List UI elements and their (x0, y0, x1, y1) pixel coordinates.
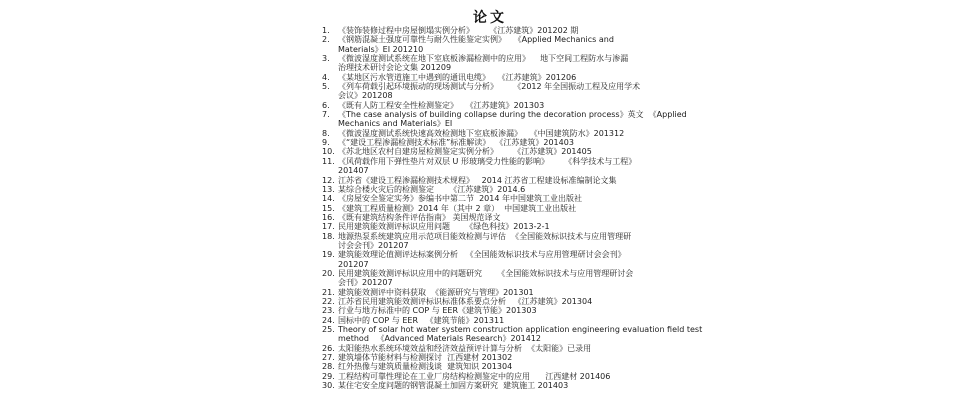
item-text-line: 201407 (338, 166, 369, 176)
item-number: 18. (322, 231, 335, 241)
item-text-line: 《房屋安全鉴定实务》参编书中第二节 2014 年中国建筑工业出版社 (338, 194, 582, 204)
item-text (338, 147, 768, 156)
list-item (322, 176, 768, 185)
item-text (338, 269, 768, 288)
list-item (322, 204, 768, 213)
item-number: 30. (322, 381, 335, 391)
list-item (322, 232, 768, 251)
item-number: 10. (322, 147, 335, 157)
list-item (322, 194, 768, 203)
item-text-line: 《风荷载作用下弹性垫片对双层 U 形玻璃受力性能的影响》 《科学技术与工程》 (338, 156, 637, 166)
item-text (338, 222, 768, 231)
list-item (322, 297, 768, 306)
item-text-line: 会议》201208 (338, 91, 393, 101)
item-number: 8. (322, 128, 330, 138)
item-text (338, 372, 768, 381)
item-text (338, 353, 768, 362)
item-text-line: 建筑墙体节能材料与检测探讨 江西建材 201302 (338, 353, 513, 363)
item-number: 5. (322, 82, 330, 92)
item-text-line: 《既有人防工程安全性检测鉴定》 《江苏建筑》201303 (338, 100, 545, 110)
item-number: 9. (322, 138, 330, 148)
item-text (338, 35, 768, 54)
item-number: 29. (322, 371, 335, 381)
item-text (338, 157, 768, 176)
item-text (338, 110, 768, 129)
list-item (322, 288, 768, 297)
item-text (338, 213, 768, 222)
list-item (322, 306, 768, 315)
item-text-line: Materials》EI 201210 (338, 44, 424, 54)
item-text-line: 《建筑工程质量检测》2014 年（其中 2 章） 中国建筑工业出版社 (338, 203, 577, 213)
item-number: 15. (322, 203, 335, 213)
item-number: 3. (322, 54, 330, 64)
item-text (338, 288, 768, 297)
item-text-line: 江苏省《建设工程渗漏检测技术规程》 2014 江苏省工程建设标准编制论文集 (338, 175, 617, 185)
item-text-line: 会刊》201207 (338, 278, 393, 288)
item-number: 19. (322, 250, 335, 260)
item-text-line: 红外热像与建筑质量检测浅谈 建筑知识 201304 (338, 362, 513, 372)
item-text-line: 国标中的 COP 与 EER 《建筑节能》201311 (338, 315, 505, 325)
item-text-line: 民用建筑能效测评标识应用中的问题研究 《全国能效标识技术与应用管理研讨会 (338, 268, 634, 278)
list-item (322, 344, 768, 353)
item-text (338, 82, 768, 101)
list-item (322, 54, 768, 73)
item-text-line: 201207 (338, 259, 369, 269)
item-number: 16. (322, 212, 335, 222)
item-text (338, 232, 768, 251)
list-item (322, 185, 768, 194)
item-text (338, 26, 768, 35)
item-number: 4. (322, 72, 330, 82)
item-text-line: 行业与地方标准中的 COP 与 EER《建筑节能》201303 (338, 306, 537, 316)
publication-list (322, 26, 768, 390)
list-item (322, 381, 768, 390)
item-number: 26. (322, 343, 335, 353)
item-text (338, 381, 768, 390)
page-title: 论文 (473, 10, 507, 26)
item-text-line: 《苏北地区农村自建房屋检测鉴定实例分析》 《江苏建筑》201405 (338, 147, 592, 157)
item-text-line: 《既有建筑结构条件评估指南》 美国规范译文 (338, 212, 501, 222)
item-text-line: 《The case analysis of building collapse during the decoration process》英文 《Applied (338, 110, 687, 120)
list-item (322, 213, 768, 222)
item-number: 6. (322, 100, 330, 110)
item-text (338, 325, 768, 344)
list-item (322, 110, 768, 129)
list-item (322, 73, 768, 82)
item-text-line: 《微波湿度测试系统快速高效检测地下室底板渗漏》 《中国建筑防水》201312 (338, 128, 625, 138)
item-text-line: 某综合楼火灾后的检测鉴定 《江苏建筑》2014.6 (338, 184, 526, 194)
item-number: 11. (322, 156, 335, 166)
list-item (322, 129, 768, 138)
item-number: 25. (322, 325, 335, 334)
list-item (322, 147, 768, 156)
item-text-line: 《装饰装修过程中房屋倒塌实例分析》 《江苏建筑》201202 期 (338, 26, 579, 35)
item-text (338, 306, 768, 315)
item-text-line: 治理技术研讨会论文集 201209 (338, 63, 452, 73)
item-number: 13. (322, 184, 335, 194)
list-item (322, 269, 768, 288)
item-text-line: 建筑能效测评中资料获取 《能源研究与管理》201301 (338, 287, 534, 297)
list-item (322, 250, 768, 269)
item-text-line: Theory of solar hot water system construction application engineering evaluation field test (338, 325, 703, 334)
item-text (338, 316, 768, 325)
item-text-line: Mechanics and Materials》EI (338, 119, 453, 129)
list-item (322, 26, 768, 35)
list-item (322, 157, 768, 176)
item-number: 20. (322, 268, 335, 278)
item-text (338, 101, 768, 110)
item-number: 2. (322, 35, 330, 45)
item-text (338, 129, 768, 138)
item-text-line: 工程结构可靠性理论在工业厂房结构检测鉴定中的应用 江西建材 201406 (338, 371, 611, 381)
list-item (322, 316, 768, 325)
item-text (338, 73, 768, 82)
list-item (322, 372, 768, 381)
item-text-line: 《钢筋混凝土强度可靠性与耐久性能鉴定实例》 《Applied Mechanics and (338, 35, 614, 45)
item-text-line: 江苏省民用建筑能效测评标识标准体系要点分析 《江苏建筑》201304 (338, 296, 593, 306)
item-number: 24. (322, 315, 335, 325)
item-text (338, 344, 768, 353)
item-text-line: 《列车荷载引起环境振动的现场测试与分析》 《2012 年全国振动工程及应用学术 (338, 82, 641, 92)
item-text-line: 《微波湿度测试系统在地下室底板渗漏检测中的应用》 地下空间工程防水与渗漏 (338, 54, 629, 64)
item-number: 28. (322, 362, 335, 372)
item-number: 14. (322, 194, 335, 204)
item-text (338, 204, 768, 213)
item-number: 21. (322, 287, 335, 297)
item-number: 22. (322, 296, 335, 306)
item-number: 23. (322, 306, 335, 316)
item-text-line: 《“建设工程渗漏检测技术标准”标准解读》 《江苏建筑》201403 (338, 138, 574, 148)
list-item (322, 353, 768, 362)
list-item (322, 362, 768, 371)
item-text-line: 讨会会刊》201207 (338, 240, 409, 250)
item-number: 12. (322, 175, 335, 185)
item-text (338, 297, 768, 306)
item-text (338, 250, 768, 269)
item-number: 17. (322, 222, 335, 232)
item-number: 7. (322, 110, 330, 120)
item-text-line: 民用建筑能效测评标识应用问题 《绿色科技》2013-2-1 (338, 222, 550, 232)
item-text-line: method 《Advanced Materials Research》201412 (338, 334, 542, 344)
item-text-line: 某住宅安全度问题的钢管混凝土加固方案研究 建筑施工 201403 (338, 381, 569, 391)
list-item (322, 325, 768, 344)
item-text-line: 建筑能效理论值测评达标案例分析 《全国能效标识技术与应用管理研讨会会刊》 (338, 250, 626, 260)
item-text (338, 194, 768, 203)
item-text (338, 185, 768, 194)
item-number: 27. (322, 353, 335, 363)
item-text (338, 54, 768, 73)
item-text-line: 《某地区污水管道施工中遇到的通讯电缆》 《江苏建筑》201206 (338, 72, 577, 82)
list-item (322, 82, 768, 101)
list-item (322, 101, 768, 110)
item-text-line: 太阳能热水系统环境效益和经济效益预评计算与分析 《太阳能》已录用 (338, 343, 592, 353)
item-text (338, 362, 768, 371)
list-item (322, 35, 768, 54)
list-item (322, 222, 768, 231)
item-text (338, 176, 768, 185)
item-number: 1. (322, 26, 330, 35)
item-text-line: 地源热泵系统建筑应用示范项目能效检测与评估 《全国能效标识技术与应用管理研 (338, 231, 632, 241)
